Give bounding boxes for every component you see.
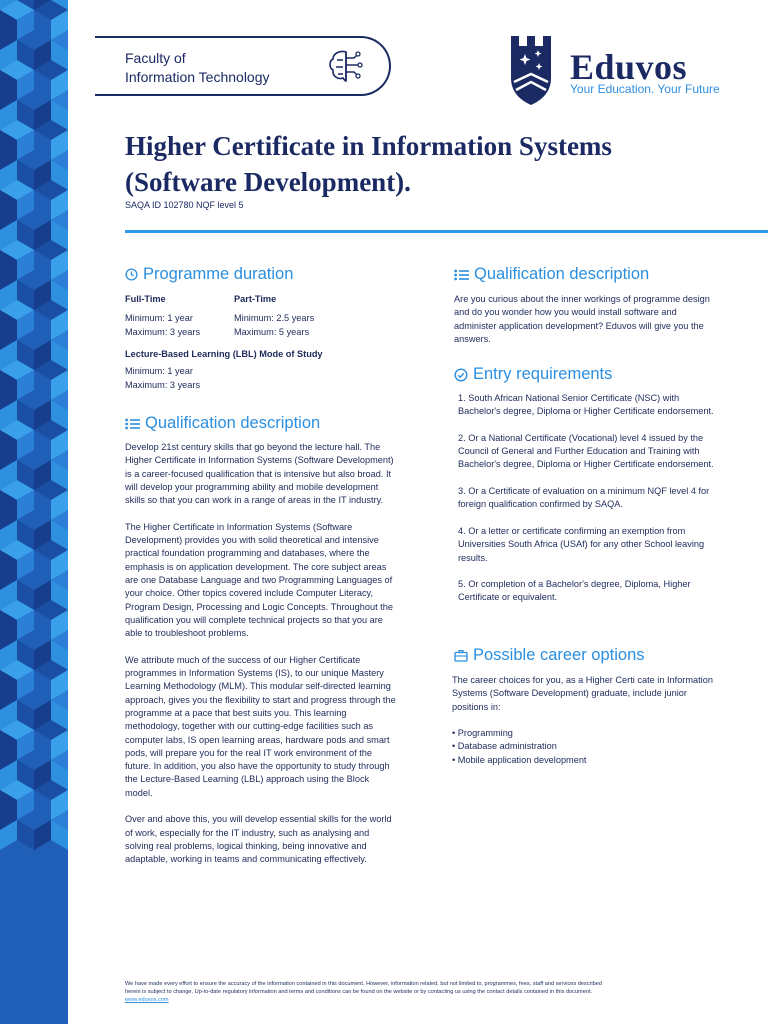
- career-options-title: Possible career options: [473, 646, 645, 664]
- title-line-1: Higher Certificate in Information Systems: [125, 131, 612, 161]
- lbl-min: Minimum: 1 year: [125, 366, 193, 377]
- career-item-3: • Mobile application development: [452, 754, 587, 765]
- qualification-description-body-left: [125, 441, 397, 880]
- decorative-sidebar: [0, 0, 68, 1024]
- entry-item-2: 2. Or a National Certificate (Vocational) level 4 issued by the Council of General and Further Education and Training with Bachelor's degree, Diploma or Higher Certificate endorsement.: [458, 432, 714, 470]
- career-item-2: • Database administration: [452, 741, 557, 752]
- page-title: [125, 128, 725, 200]
- lbl-max: Maximum: 3 years: [125, 379, 201, 390]
- disclaimer-line-2: herein is subject to change. Up-to-date regulatory information and terms and conditions can be found on the website or by contacting us using the contact details contained in this document.: [125, 989, 593, 995]
- faculty-line-2: Information Technology: [125, 69, 270, 85]
- crest-icon: [508, 36, 554, 106]
- divider: [125, 230, 768, 233]
- qualification-description-heading-right: [454, 265, 649, 284]
- fulltime-min: Minimum: 1 year: [125, 313, 193, 324]
- sidebar-pattern: [0, 0, 68, 1024]
- title-line-2: (Software Development).: [125, 167, 411, 197]
- entry-requirements-title: Entry requirements: [473, 365, 613, 383]
- programme-duration-heading: [125, 265, 293, 284]
- brain-circuit-icon: [327, 48, 367, 84]
- qualification-description-body-right: Are you curious about the inner workings of programme design and do you wonder how you would install software and administer application development? Eduvos will give you the answers.: [454, 294, 710, 344]
- saqa-id: SAQA ID 102780 NQF level 5: [125, 200, 244, 210]
- disclaimer-line-1: We have made every effort to ensure the accuracy of the information contained in this document. However, information related, but not limited to, programmes, fees, staff and services described: [125, 981, 602, 987]
- entry-item-4: 4. Or a letter or certificate confirming an exemption from Universities South Africa (USAf) for any other School leaving results.: [458, 525, 705, 563]
- fulltime-max: Maximum: 3 years: [125, 326, 201, 337]
- entry-item-5: 5. Or completion of a Bachelor's degree, Diploma, Higher Certificate or equivalent.: [458, 579, 691, 603]
- faculty-line-1: Faculty of: [125, 50, 186, 66]
- entry-requirements-list: [458, 392, 720, 618]
- check-circle-icon: [454, 368, 468, 382]
- qual-paragraph-3: We attribute much of the success of our Higher Certificate programmes in Information Systems (IS), to our unique Mastery Learning Methodology (MLM). This modular self-directed learning approach, gives you the flexibility to start and progress through the programme at a pace that best suits you. This learning methodology, together with our cutting-edge facilities such as computer labs, IS open learning areas, hardware pods and smart pods, will prepare you for the real IT work environment of the future. In addition, you also have the opportunity to study through the Lecture-Based Learning (LBL) approach using the Block model.: [125, 654, 396, 798]
- qualification-description-title-left: Qualification description: [145, 414, 321, 432]
- list-icon: [454, 269, 469, 281]
- qual-paragraph-1: Develop 21st century skills that go beyond the lecture hall. The Higher Certificate in Information Systems (Software Development) is a career-focused qualification that is intensive but also broad. It will develop your programming ability and mobile development skills so that you can work in a range of areas in the IT industry.: [125, 442, 394, 506]
- career-options-heading: [454, 646, 645, 665]
- eduvos-logo: [508, 36, 738, 106]
- career-item-1: • Programming: [452, 728, 513, 739]
- career-options-body: [452, 674, 717, 767]
- faculty-badge: [95, 36, 391, 96]
- entry-item-1: 1. South African National Senior Certificate (NSC) with Bachelor's degree, Diploma or Higher Certificate endorsement.: [458, 393, 714, 417]
- logo-tagline: Your Education. Your Future: [570, 82, 720, 96]
- career-list: [452, 727, 717, 767]
- career-intro: The career choices for you, as a Higher Certi cate in Information Systems (Software Development) graduate, include junior positions in:: [452, 675, 713, 712]
- qual-paragraph-2: The Higher Certificate in Information Systems (Software Development) provides you with solid theoretical and intensive practical foundation programming and databases, where the emphasis is on application development. The core subject areas are one Database Language and two Programming Languages of your choice. Other topics covered include Computer Literacy, Program Design, Processing and Logic Concepts. Throughout the qualification you will complete technical projects so that you are able to troubleshoot problems.: [125, 521, 393, 639]
- parttime-label: Part-Time: [234, 294, 277, 304]
- entry-requirements-heading: [454, 365, 612, 384]
- programme-duration-title: Programme duration: [143, 265, 294, 283]
- parttime-min: Minimum: 2.5 years: [234, 313, 315, 324]
- list-icon: [125, 418, 140, 430]
- faculty-label: [125, 49, 270, 87]
- parttime-block: [234, 293, 314, 339]
- logo-wordmark: Eduvos: [570, 47, 688, 87]
- fulltime-block: [125, 293, 200, 339]
- website-link[interactable]: www.eduvos.com: [125, 997, 169, 1003]
- lbl-block: [125, 348, 425, 392]
- qual-paragraph-4: Over and above this, you will develop essential skills for the world of work, especially for the IT industry, such as analysing and solving real problems, logical thinking, being innovative and adaptable, working in teams and communicating effectively.: [125, 814, 392, 865]
- lbl-label: Lecture-Based Learning (LBL) Mode of Study: [125, 349, 323, 359]
- footer-disclaimer: [125, 980, 735, 1004]
- entry-item-3: 3. Or a Certificate of evaluation on a minimum NQF level 4 for foreign qualification confirmed by SAQA.: [458, 486, 710, 510]
- parttime-max: Maximum: 5 years: [234, 326, 310, 337]
- clock-icon: [125, 268, 138, 281]
- fulltime-label: Full-Time: [125, 294, 166, 304]
- briefcase-icon: [454, 649, 468, 662]
- qualification-description-title-right: Qualification description: [474, 265, 650, 283]
- qualification-description-heading-left: [125, 414, 320, 433]
